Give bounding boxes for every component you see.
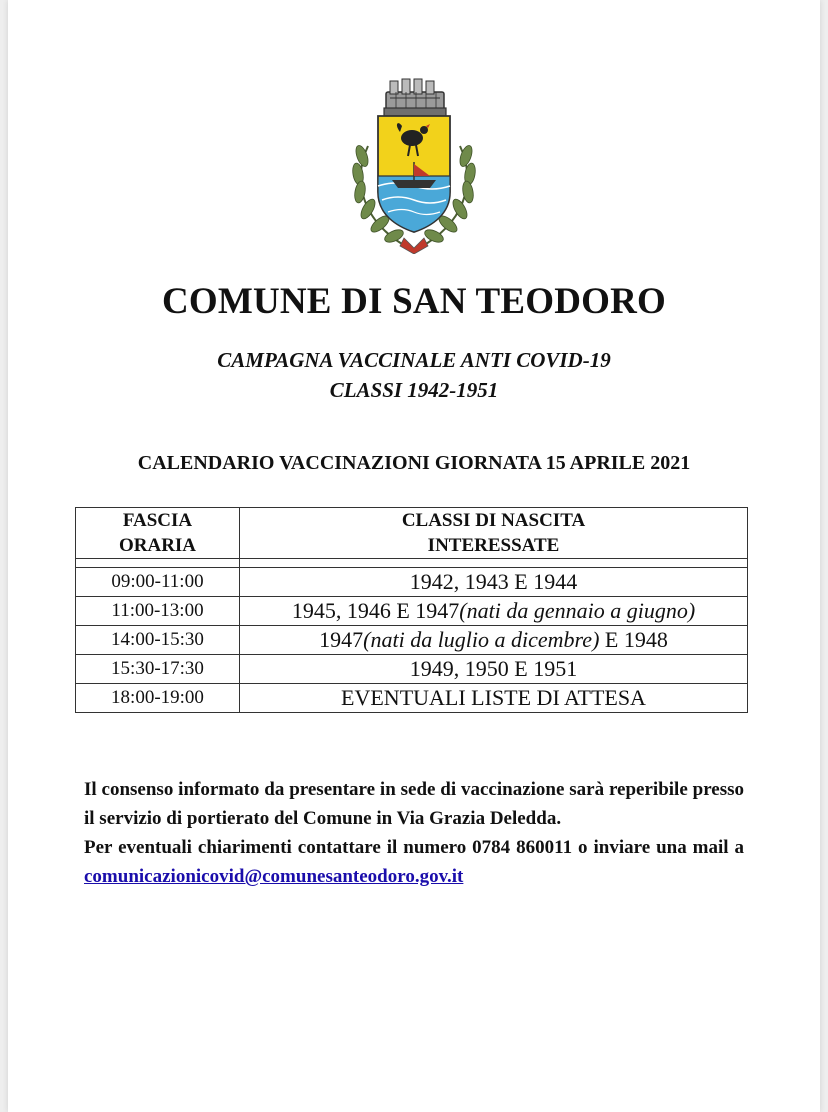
birth-classes-cell xyxy=(240,597,748,626)
time-slot-cell: 09:00-11:00 xyxy=(76,568,240,597)
campaign-subtitle: CAMPAGNA VACCINALE ANTI COVID-19 xyxy=(217,348,611,372)
birth-classes-cell xyxy=(240,626,748,655)
time-slot-cell: 11:00-13:00 xyxy=(76,597,240,626)
classes-subtitle: CLASSI 1942-1951 xyxy=(329,378,499,402)
classes-text: 1945, 1946 E 1947 xyxy=(291,598,460,623)
table-row xyxy=(76,597,748,626)
column-header-time-line2: ORARIA xyxy=(118,535,197,556)
classes-text: 1942, 1943 E 1944 xyxy=(409,569,578,594)
birth-classes-cell xyxy=(240,568,748,597)
time-slot-cell: 18:00-19:00 xyxy=(76,684,240,713)
birth-classes-cell xyxy=(240,684,748,713)
page-title: COMUNE DI SAN TEODORO xyxy=(161,281,667,322)
column-header-time-slot xyxy=(76,508,240,559)
column-header-birth-classes xyxy=(240,508,748,559)
table-spacer-row xyxy=(76,559,748,568)
classes-note: (nati da gennaio a giugno) xyxy=(459,598,696,623)
table-row xyxy=(76,655,748,684)
vaccination-schedule-table xyxy=(75,507,748,713)
classes-text: EVENTUALI LISTE DI ATTESA xyxy=(341,685,646,710)
shield-icon xyxy=(378,116,450,232)
classes-suffix: E 1948 xyxy=(599,627,668,652)
table-row xyxy=(76,626,748,655)
table-row xyxy=(76,568,748,597)
column-header-time-line1: FASCIA xyxy=(122,510,193,531)
birth-classes-cell xyxy=(240,655,748,684)
info-text-block xyxy=(84,775,744,891)
table-row xyxy=(76,684,748,713)
classes-text: 1949, 1950 E 1951 xyxy=(409,656,578,681)
table-header-row xyxy=(76,508,748,559)
classes-text: 1947 xyxy=(319,627,364,652)
classes-note: (nati da luglio a dicembre) xyxy=(363,627,600,652)
column-header-classes-line1: CLASSI DI NASCITA xyxy=(401,510,586,531)
crown-icon xyxy=(384,79,446,116)
contact-paragraph xyxy=(84,833,744,891)
time-slot-cell: 14:00-15:30 xyxy=(76,626,240,655)
email-link[interactable]: comunicazionicovid@comunesanteodoro.gov.it xyxy=(84,866,464,887)
time-slot-cell: 15:30-17:30 xyxy=(76,655,240,684)
coat-of-arms-emblem xyxy=(340,76,488,254)
column-header-classes-line2: INTERESSATE xyxy=(427,535,560,556)
consent-paragraph: Il consenso informato da presentare in sede di vaccinazione sarà reperibile presso il servizio di portierato del Comune in Via Grazia Deledda. xyxy=(84,779,744,829)
contact-text: Per eventuali chiarimenti contattare il numero 0784 860011 o inviare una mail a xyxy=(84,837,744,858)
calendar-heading: CALENDARIO VACCINAZIONI GIORNATA 15 APRILE 2021 xyxy=(137,452,691,474)
